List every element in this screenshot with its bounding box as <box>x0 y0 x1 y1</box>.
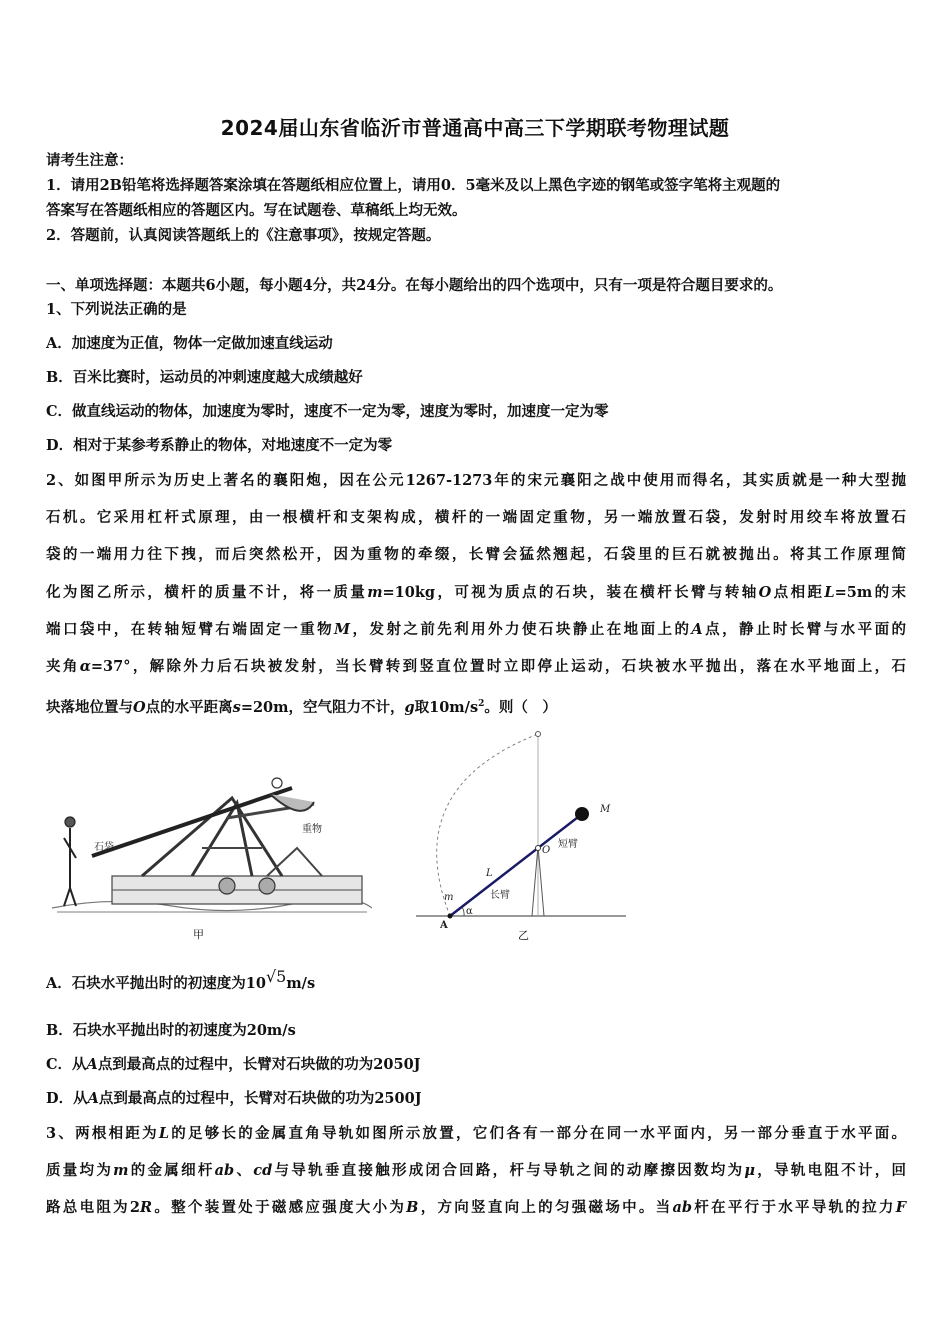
top-point <box>536 732 541 737</box>
q2-option-d: D．从A点到最高点的过程中，长臂对石块做的功为2500J <box>46 1090 422 1107</box>
label-M: M <box>600 804 611 815</box>
q1-option-c: C．做直线运动的物体，加速度为零时，速度不一定为零，速度为零时，加速度一定为零 <box>46 403 609 420</box>
lever-arm <box>450 814 582 916</box>
q2-line-3: 袋的一端用力往下拽，而后突然松开，因为重物的牵缀，长臂会猛然翘起，石袋里的巨石就被抛出。将其工作原理简 <box>46 546 906 563</box>
figure-yi-caption: 乙 <box>518 929 529 942</box>
q2-line-5: 端口袋中，在转轴短臂右端固定一重物M，发射之前先利用外力使石块静止在地面上的A点，静止时长臂与水平面的 <box>46 621 907 638</box>
trebuchet-illustration <box>52 768 372 918</box>
q1-option-d: D．相对于某参考系静止的物体，对地速度不一定为零 <box>46 437 393 454</box>
q1-stem: 1、下列说法正确的是 <box>46 301 187 318</box>
q2-line-1: 2、如图甲所示为历史上著名的襄阳炮，因在公元1267-1273年的宋元襄阳之战中使用而得名，其实质就是一种大型抛 <box>46 472 906 489</box>
q2-option-a: A．石块水平抛出时的初速度为10√5m/s <box>46 967 316 992</box>
weight-label: 重物 <box>302 824 322 835</box>
angle-arc <box>462 907 464 916</box>
q1-option-b: B．百米比赛时，运动员的冲刺速度越大成绩越好 <box>46 369 363 386</box>
q2-option-c: C．从A点到最高点的过程中，长臂对石块做的功为2050J <box>46 1056 421 1073</box>
label-A: A <box>440 920 448 931</box>
label-long-arm: 长臂 <box>490 890 510 901</box>
page-title: 2024届山东省临沂市普通高中高三下学期联考物理试题 <box>220 116 730 140</box>
figure-jia-caption: 甲 <box>193 928 204 941</box>
pivot-point <box>536 846 541 851</box>
section-heading: 一、单项选择题：本题共6小题，每小题4分，共24分。在每小题给出的四个选项中，只有一项是符合题目要求的。 <box>46 277 783 294</box>
q2-line-4: 化为图乙所示，横杆的质量不计，将一质量m=10kg，可视为质点的石块，装在横杆长臂与转轴O点相距L=5m的末 <box>46 584 906 601</box>
notice-heading: 请考生注意： <box>46 152 133 169</box>
q3-line-1: 3、两根相距为L的足够长的金属直角导轨如图所示放置，它们各有一部分在同一水平面内，另一部分垂直于水平面。 <box>46 1125 907 1142</box>
label-L: L <box>486 868 493 879</box>
q2-line-6: 夹角α=37°，解除外力后石块被发射，当长臂转到竖直位置时立即停止运动，石块被水平抛出，落在水平地面上，石 <box>46 658 906 675</box>
q1-option-a: A．加速度为正值，物体一定做加速直线运动 <box>46 335 333 352</box>
notice-item-1: 1．请用2B铅笔将选择题答案涂填在答题纸相应位置上，请用0．5毫米及以上黑色字迹的钢笔或签字笔将主观题的 <box>46 177 781 194</box>
label-O: O <box>542 845 551 856</box>
counterweight <box>575 807 589 821</box>
label-short-arm: 短臂 <box>558 839 578 850</box>
q2-line-2: 石机。它采用杠杆式原理，由一根横杆和支架构成，横杆的一端固定重物，另一端放置石袋，发射时用绞车将放置石 <box>46 509 906 526</box>
q2-option-b: B．石块水平抛出时的初速度为20m/s <box>46 1022 296 1039</box>
lever-schematic <box>410 728 632 940</box>
stone-bag-label: 石袋 <box>94 842 114 853</box>
q3-line-2: 质量均为m的金属细杆ab、cd与导轨垂直接触形成闭合回路，杆与导轨之间的动摩擦因数均为μ，导轨电阻不计，回 <box>46 1162 907 1179</box>
stone-point <box>448 914 453 919</box>
label-alpha: α <box>466 906 473 917</box>
notice-item-2: 2．答题前，认真阅读答题纸上的《注意事项》，按规定答题。 <box>46 227 441 244</box>
notice-item-1-cont: 答案写在答题纸相应的答题区内。写在试题卷、草稿纸上均无效。 <box>46 202 467 219</box>
q3-line-3: 路总电阻为2R。整个装置处于磁感应强度大小为B，方向竖直向上的匀强磁场中。当ab杆在平行于水平导轨的拉力F <box>46 1199 907 1216</box>
q2-line-7: 块落地位置与O点的水平距离s=20m，空气阻力不计，g取$10m/s^2$。则（ ） <box>46 698 557 716</box>
label-m: m <box>444 892 454 903</box>
